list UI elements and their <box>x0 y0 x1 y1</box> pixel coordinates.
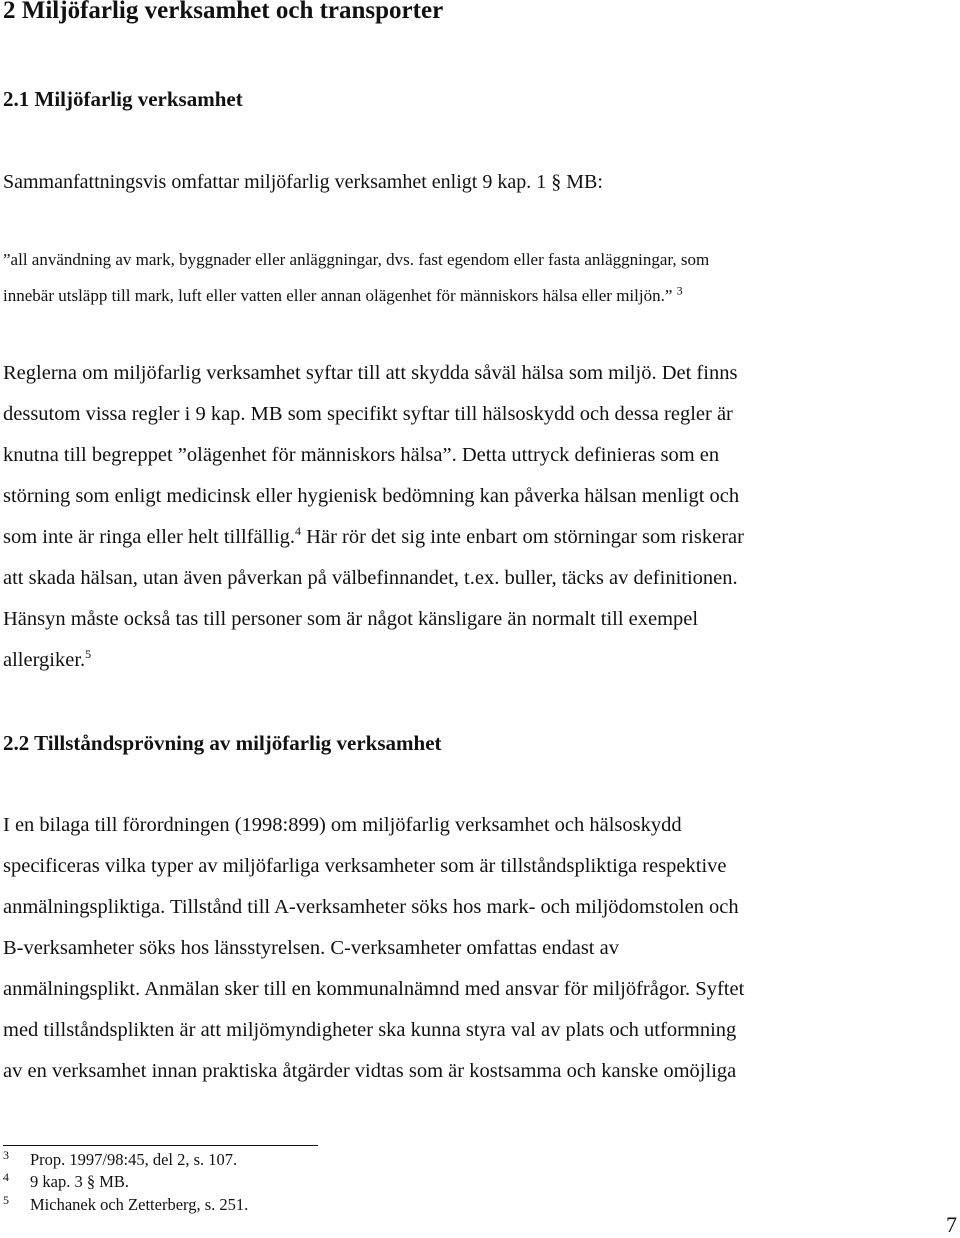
paragraph-line: störning som enligt medicinsk eller hygienisk bedömning kan påverka hälsan menligt och <box>3 485 740 507</box>
footnote-ref: 5 <box>85 647 92 662</box>
paragraph-line: anmälningsplikt. Anmälan sker till en kommunalnämnd med ansvar för miljöfrågor. Syftet <box>3 978 745 1000</box>
paragraph-line: Hänsyn måste också tas till personer som är något känsligare än normalt till exempel <box>3 608 699 630</box>
paragraph-line: knutna till begreppet ”olägenhet för människors hälsa”. Detta uttryck definieras som en <box>3 444 720 466</box>
paragraph-line: specificeras vilka typer av miljöfarliga verksamheter som är tillståndspliktiga respektive <box>3 855 727 877</box>
footnote-text: Michanek och Zetterberg, s. 251. <box>30 1195 249 1214</box>
quote-line-1: ”all användning av mark, byggnader eller anläggningar, dvs. fast egendom eller fasta anläggningar, som <box>3 250 710 269</box>
footnote-text: Prop. 1997/98:45, del 2, s. 107. <box>30 1150 238 1169</box>
intro-paragraph: Sammanfattningsvis omfattar miljöfarlig verksamhet enligt 9 kap. 1 § MB: <box>3 171 603 193</box>
footnote-text: 9 kap. 3 § MB. <box>30 1172 129 1191</box>
footnote-ref: 4 <box>295 524 302 539</box>
section-heading-2-2: 2.2 Tillståndsprövning av miljöfarlig verksamhet <box>3 731 442 755</box>
paragraph-line <box>3 649 91 672</box>
paragraph-line: med tillståndsplikten är att miljömyndigheter ska kunna styra val av plats och utformning <box>3 1019 737 1041</box>
paragraph-text: allergiker. <box>3 649 86 671</box>
footnote-ref: 3 <box>676 283 683 298</box>
footnote: 4 9 kap. 3 § MB. <box>3 1169 129 1191</box>
footnote: 5 Michanek och Zetterberg, s. 251. <box>3 1192 249 1214</box>
paragraph-line: dessutom vissa regler i 9 kap. MB som specifikt syftar till hälsoskydd och dessa regler är <box>3 403 733 425</box>
paragraph-text: Här rör det sig inte enbart om störningar som riskerar <box>301 526 744 548</box>
paragraph-line: Reglerna om miljöfarlig verksamhet syftar till att skydda såväl hälsa som miljö. Det finns <box>3 362 738 384</box>
paragraph-line <box>3 526 744 549</box>
paragraph-line: I en bilaga till förordningen (1998:899) om miljöfarlig verksamhet och hälsoskydd <box>3 814 682 836</box>
paragraph-text: som inte är ringa eller helt tillfällig. <box>3 526 296 548</box>
paragraph-line: B-verksamheter söks hos länsstyrelsen. C-verksamheter omfattas endast av <box>3 937 619 959</box>
chapter-heading: 2 Miljöfarlig verksamhet och transporter <box>3 0 444 24</box>
footnote: 3 Prop. 1997/98:45, del 2, s. 107. <box>3 1147 238 1169</box>
quote-line-2-text: innebär utsläpp till mark, luft eller vatten eller annan olägenhet för människors hälsa eller miljön.” <box>3 286 673 305</box>
paragraph-line: av en verksamhet innan praktiska åtgärder vidtas som är kostsamma och kanske omöjliga <box>3 1060 737 1082</box>
paragraph-line: att skada hälsan, utan även påverkan på välbefinnandet, t.ex. buller, täcks av definitionen. <box>3 567 738 589</box>
footnote-divider <box>3 1145 318 1146</box>
section-heading-2-1: 2.1 Miljöfarlig verksamhet <box>3 87 243 111</box>
page-number: 7 <box>946 1212 957 1237</box>
quote-line-2 <box>3 283 683 306</box>
paragraph-line: anmälningspliktiga. Tillstånd till A-verksamheter söks hos mark- och miljödomstolen och <box>3 896 739 918</box>
